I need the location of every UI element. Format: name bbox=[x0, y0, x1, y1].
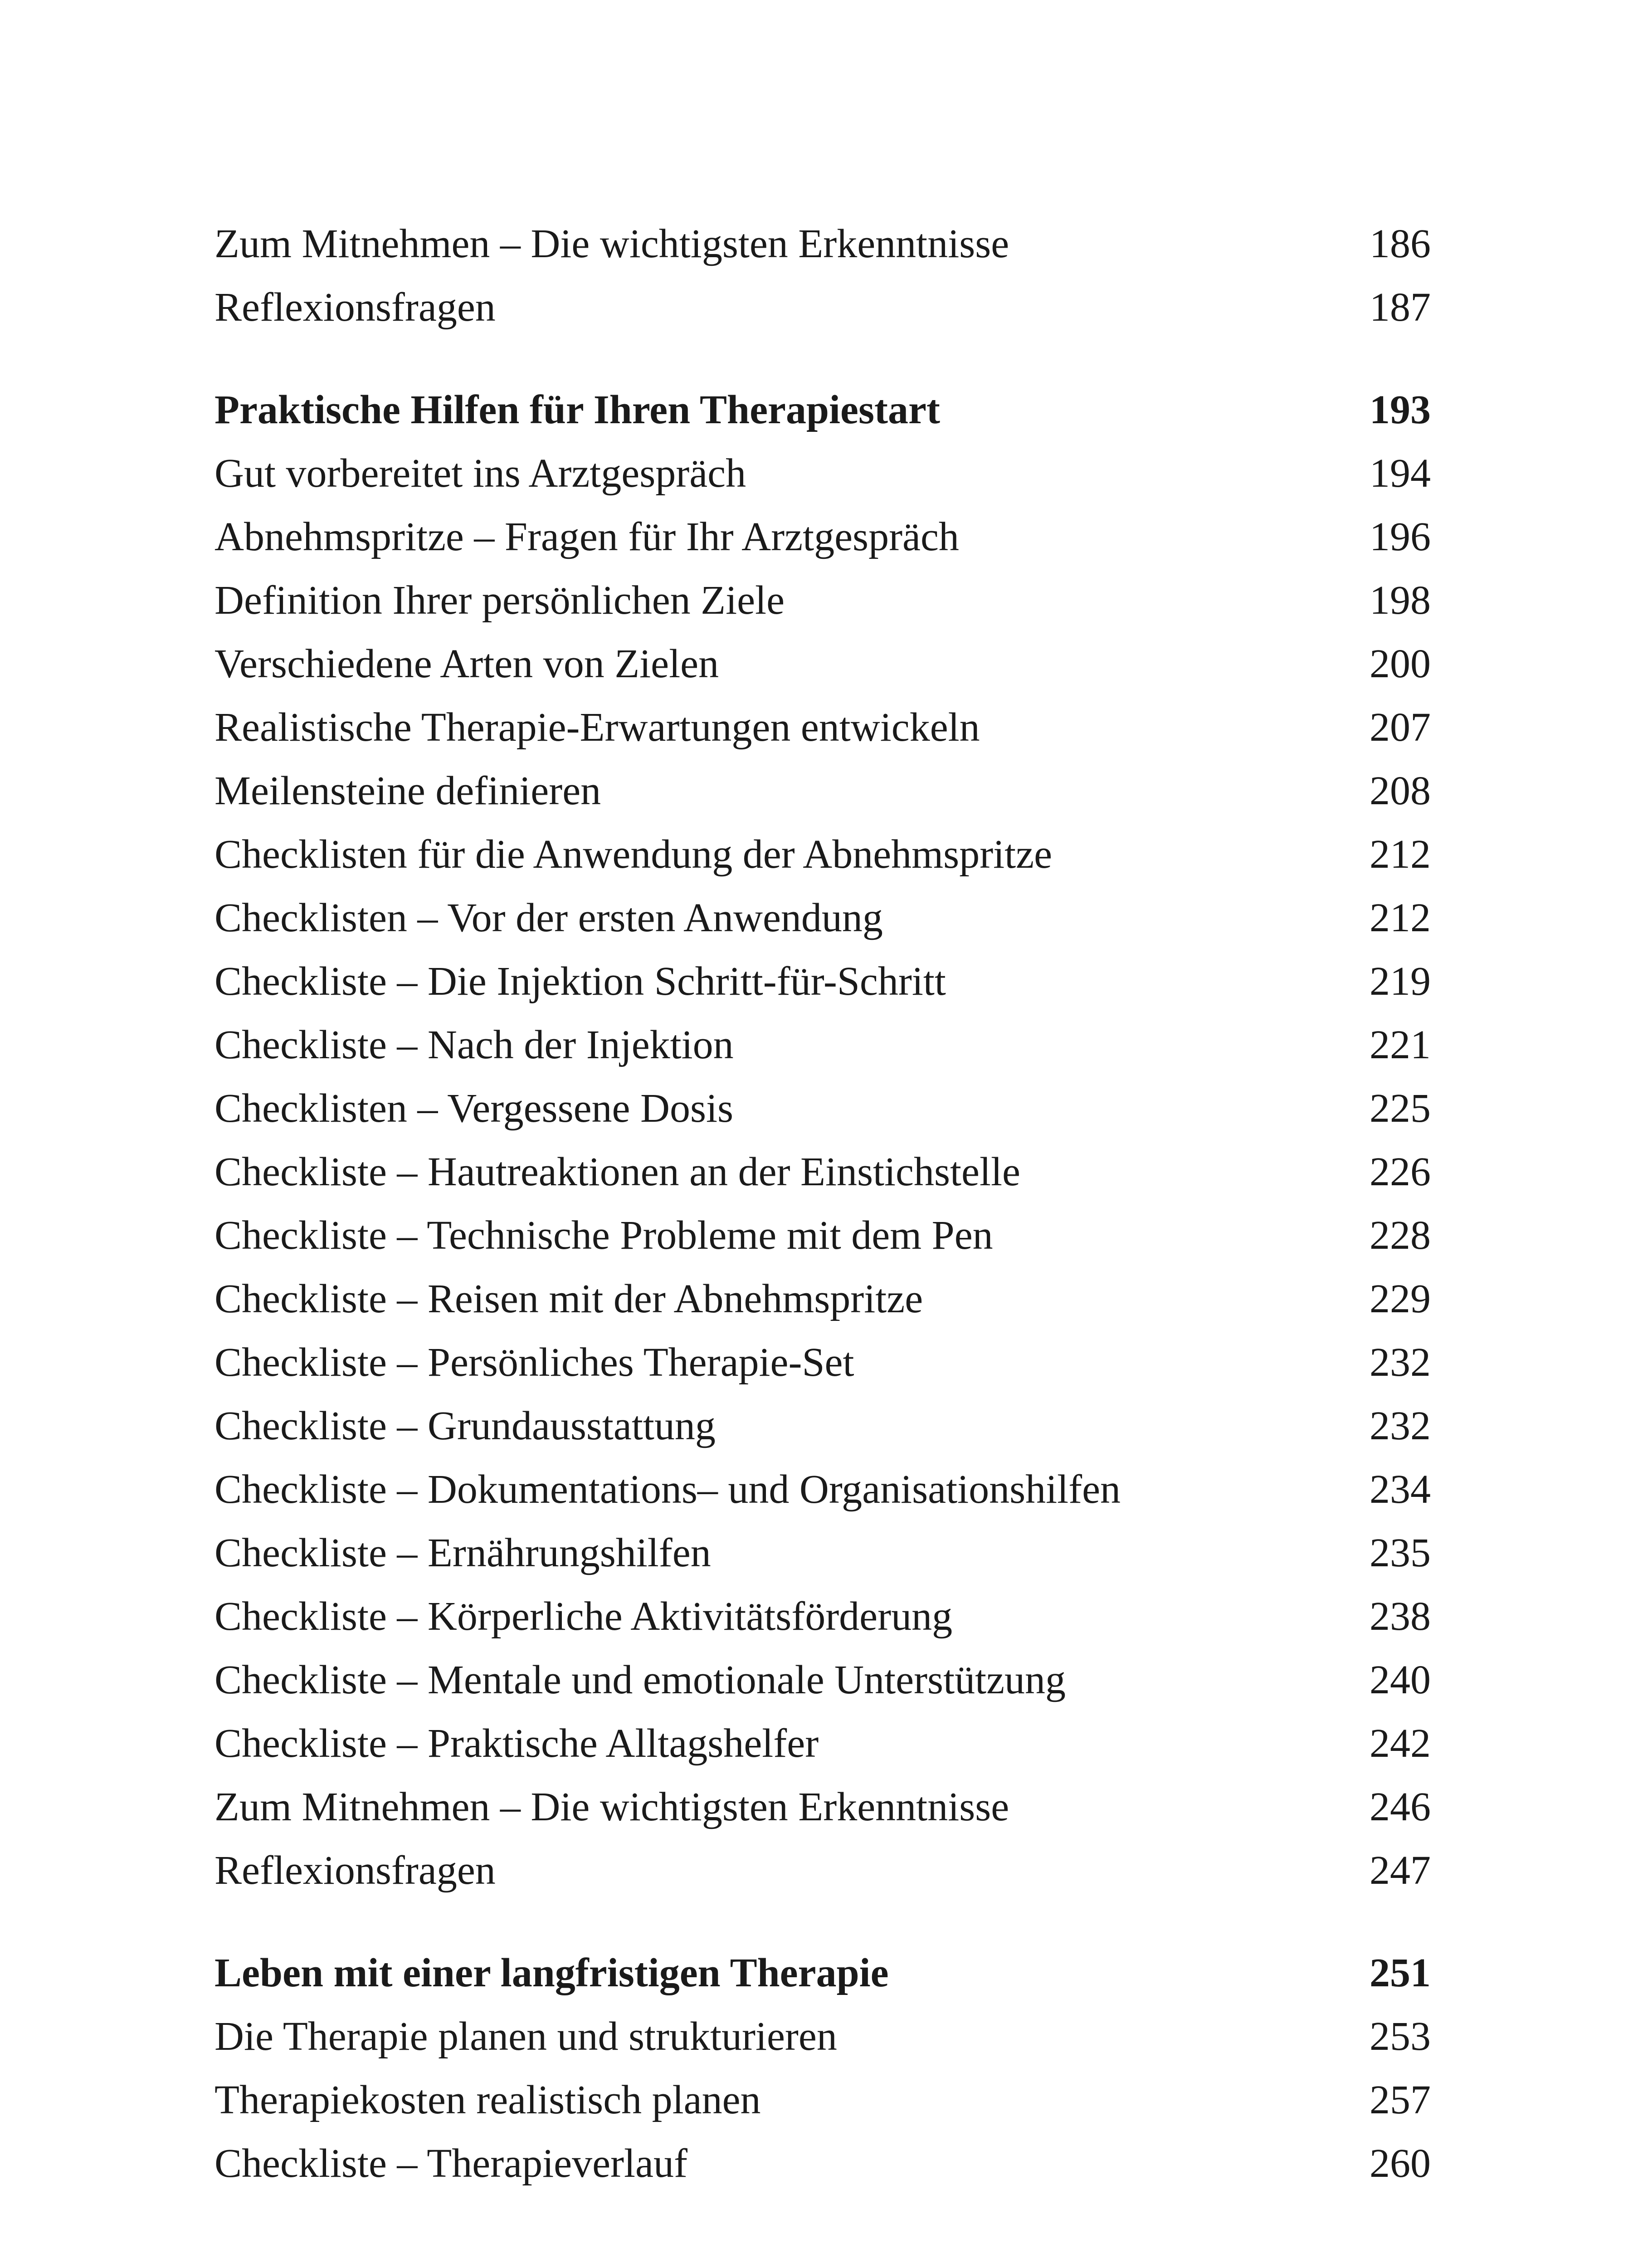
toc-entry-title: Reflexionsfragen bbox=[214, 285, 496, 330]
toc-chapter-title: Leben mit einer langfristigen Therapie bbox=[214, 1950, 889, 1995]
toc-entry-page: 247 bbox=[1370, 1848, 1431, 1893]
toc-entry-page: 212 bbox=[1370, 895, 1431, 940]
toc-chapter-heading bbox=[214, 378, 1431, 442]
toc-entry-page: 186 bbox=[1370, 221, 1431, 266]
toc-entry-title: Die Therapie planen und strukturieren bbox=[214, 2014, 837, 2059]
toc-entry-title: Checkliste – Technische Probleme mit dem Pen bbox=[214, 1213, 993, 1258]
toc-entry-page: 208 bbox=[1370, 768, 1431, 813]
toc-entry-page: 196 bbox=[1370, 514, 1431, 559]
toc-entry bbox=[214, 505, 1431, 569]
toc-entry bbox=[214, 759, 1431, 823]
toc-entry-page: 229 bbox=[1370, 1276, 1431, 1321]
toc-entry bbox=[214, 212, 1431, 276]
toc-entry bbox=[214, 632, 1431, 696]
toc-chapter-heading bbox=[214, 1941, 1431, 2005]
toc-entry bbox=[214, 823, 1431, 886]
toc-entry-title: Abnehmspritze – Fragen für Ihr Arztgespräch bbox=[214, 514, 959, 559]
toc-chapter-title: Praktische Hilfen für Ihren Therapiestart bbox=[214, 387, 940, 432]
toc-entry-page: 240 bbox=[1370, 1657, 1431, 1702]
toc-entry bbox=[214, 1648, 1431, 1712]
toc-entry-title: Checklisten – Vergessene Dosis bbox=[214, 1086, 734, 1131]
toc-entry bbox=[214, 1140, 1431, 1204]
toc-section bbox=[214, 1941, 1431, 2195]
toc-entry-page: 228 bbox=[1370, 1213, 1431, 1258]
toc-entry bbox=[214, 1839, 1431, 1902]
toc-entry bbox=[214, 1267, 1431, 1331]
toc-entry-title: Checkliste – Persönliches Therapie-Set bbox=[214, 1340, 854, 1385]
toc-entry-page: 207 bbox=[1370, 705, 1431, 750]
toc-entry bbox=[214, 2068, 1431, 2132]
toc-entry-title: Definition Ihrer persönlichen Ziele bbox=[214, 578, 785, 623]
toc-entry bbox=[214, 2005, 1431, 2068]
toc-entry-title: Zum Mitnehmen – Die wichtigsten Erkenntnisse bbox=[214, 1784, 1009, 1829]
toc-entry-title: Reflexionsfragen bbox=[214, 1848, 496, 1893]
toc-entry-page: 200 bbox=[1370, 641, 1431, 686]
toc-entry-page: 260 bbox=[1370, 2141, 1431, 2186]
toc-entry bbox=[214, 1458, 1431, 1521]
toc-entry bbox=[214, 1585, 1431, 1648]
toc-entry bbox=[214, 950, 1431, 1013]
toc-entry-page: 238 bbox=[1370, 1594, 1431, 1639]
toc-entry-page: 232 bbox=[1370, 1403, 1431, 1448]
toc-entry bbox=[214, 569, 1431, 632]
toc-entry-title: Checkliste – Mentale und emotionale Unterstützung bbox=[214, 1657, 1066, 1702]
toc-entry bbox=[214, 442, 1431, 505]
toc-entry-page: 257 bbox=[1370, 2077, 1431, 2122]
toc-entry-page: 234 bbox=[1370, 1467, 1431, 1512]
toc-entry bbox=[214, 886, 1431, 950]
toc-section bbox=[214, 212, 1431, 339]
toc-entry-title: Checkliste – Dokumentations– und Organisationshilfen bbox=[214, 1467, 1121, 1512]
toc-entry-title: Therapiekosten realistisch planen bbox=[214, 2077, 761, 2122]
toc-entry-page: 232 bbox=[1370, 1340, 1431, 1385]
toc-entry-title: Checklisten für die Anwendung der Abnehmspritze bbox=[214, 832, 1053, 877]
toc-entry-title: Checkliste – Grundausstattung bbox=[214, 1403, 716, 1448]
toc-section bbox=[214, 378, 1431, 1902]
toc-entry bbox=[214, 696, 1431, 759]
toc-entry-title: Gut vorbereitet ins Arztgespräch bbox=[214, 451, 746, 496]
table-of-contents bbox=[214, 212, 1431, 2195]
toc-chapter-page: 251 bbox=[1370, 1950, 1431, 1995]
toc-entry-title: Checkliste – Hautreaktionen an der Einstichstelle bbox=[214, 1149, 1020, 1194]
toc-entry-title: Checkliste – Die Injektion Schritt-für-Schritt bbox=[214, 959, 946, 1004]
toc-entry bbox=[214, 2132, 1431, 2195]
toc-entry-page: 253 bbox=[1370, 2014, 1431, 2059]
toc-entry bbox=[214, 1712, 1431, 1775]
toc-entry-title: Realistische Therapie-Erwartungen entwickeln bbox=[214, 705, 980, 750]
toc-entry-page: 242 bbox=[1370, 1721, 1431, 1766]
toc-entry-title: Checkliste – Körperliche Aktivitätsförderung bbox=[214, 1594, 953, 1639]
toc-entry-page: 212 bbox=[1370, 832, 1431, 877]
toc-entry-title: Checkliste – Praktische Alltagshelfer bbox=[214, 1721, 819, 1766]
toc-entry-page: 221 bbox=[1370, 1022, 1431, 1067]
toc-entry bbox=[214, 1204, 1431, 1267]
toc-entry-title: Checkliste – Ernährungshilfen bbox=[214, 1530, 711, 1575]
toc-entry-page: 194 bbox=[1370, 451, 1431, 496]
toc-chapter-page: 193 bbox=[1370, 387, 1431, 432]
toc-entry-title: Zum Mitnehmen – Die wichtigsten Erkenntnisse bbox=[214, 221, 1009, 266]
toc-entry-title: Checklisten – Vor der ersten Anwendung bbox=[214, 895, 883, 940]
toc-entry bbox=[214, 1775, 1431, 1839]
toc-entry-page: 198 bbox=[1370, 578, 1431, 623]
toc-entry-page: 219 bbox=[1370, 959, 1431, 1004]
toc-entry-title: Verschiedene Arten von Zielen bbox=[214, 641, 719, 686]
toc-entry-page: 226 bbox=[1370, 1149, 1431, 1194]
toc-entry bbox=[214, 1013, 1431, 1077]
toc-entry bbox=[214, 1331, 1431, 1394]
toc-entry-title: Checkliste – Reisen mit der Abnehmspritze bbox=[214, 1276, 923, 1321]
toc-entry-page: 225 bbox=[1370, 1086, 1431, 1131]
toc-entry bbox=[214, 1077, 1431, 1140]
toc-entry-title: Meilensteine definieren bbox=[214, 768, 601, 813]
toc-entry bbox=[214, 1394, 1431, 1458]
toc-entry-title: Checkliste – Therapieverlauf bbox=[214, 2141, 687, 2186]
toc-entry-page: 187 bbox=[1370, 285, 1431, 330]
toc-entry bbox=[214, 1521, 1431, 1585]
toc-entry bbox=[214, 276, 1431, 339]
toc-entry-page: 235 bbox=[1370, 1530, 1431, 1575]
toc-entry-page: 246 bbox=[1370, 1784, 1431, 1829]
toc-entry-title: Checkliste – Nach der Injektion bbox=[214, 1022, 734, 1067]
